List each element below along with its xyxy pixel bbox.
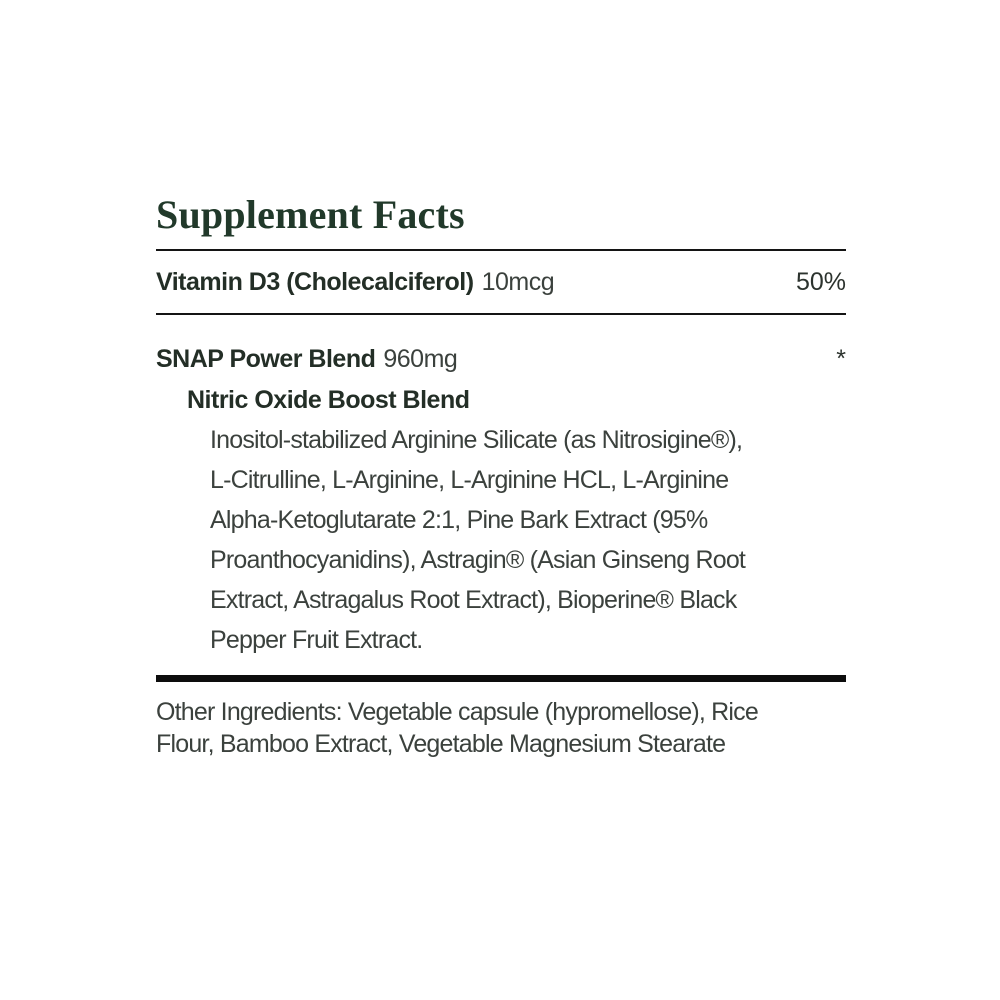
vitamin-d3-amount: 10mcg: [481, 268, 555, 296]
nutrient-row-snap-power-blend: [156, 344, 846, 374]
ingredient-line: Extract, Astragalus Root Extract), Bioperine® Black: [210, 586, 737, 614]
panel-title: Supplement Facts: [156, 192, 465, 237]
vitamin-d3-daily-value: 50%: [795, 268, 846, 296]
ingredient-line: Alpha-Ketoglutarate 2:1, Pine Bark Extract (95%: [210, 506, 708, 534]
vitamin-row-divider: [156, 313, 846, 315]
other-ingredients: [156, 696, 846, 760]
sub-blend-title: Nitric Oxide Boost Blend: [187, 386, 470, 414]
blend-amount: 960mg: [383, 345, 458, 373]
bottom-heavy-divider: [156, 675, 846, 682]
blend-name: SNAP Power Blend: [156, 345, 376, 373]
nutrient-row-vitamin-d3: [156, 251, 846, 313]
ingredient-line: Pepper Fruit Extract.: [210, 626, 423, 654]
supplement-facts-panel: [156, 194, 846, 760]
sub-blend-ingredient-list: [210, 420, 846, 660]
vitamin-d3-name-amount: [156, 267, 554, 297]
blend-daily-value-asterisk: *: [836, 345, 846, 373]
ingredient-line: L-Citrulline, L-Arginine, L-Arginine HCL, L-Arginine: [210, 466, 729, 494]
blend-name-amount: [156, 344, 457, 374]
ingredient-line: Proanthocyanidins), Astragin® (Asian Ginseng Root: [210, 546, 746, 574]
vitamin-d3-name: Vitamin D3 (Cholecalciferol): [156, 268, 474, 296]
other-ingredients-line: Flour, Bamboo Extract, Vegetable Magnesium Stearate: [156, 730, 726, 758]
ingredient-line: Inositol-stabilized Arginine Silicate (as Nitrosigine®),: [210, 426, 743, 454]
other-ingredients-line: Other Ingredients: Vegetable capsule (hypromellose), Rice: [156, 698, 758, 726]
